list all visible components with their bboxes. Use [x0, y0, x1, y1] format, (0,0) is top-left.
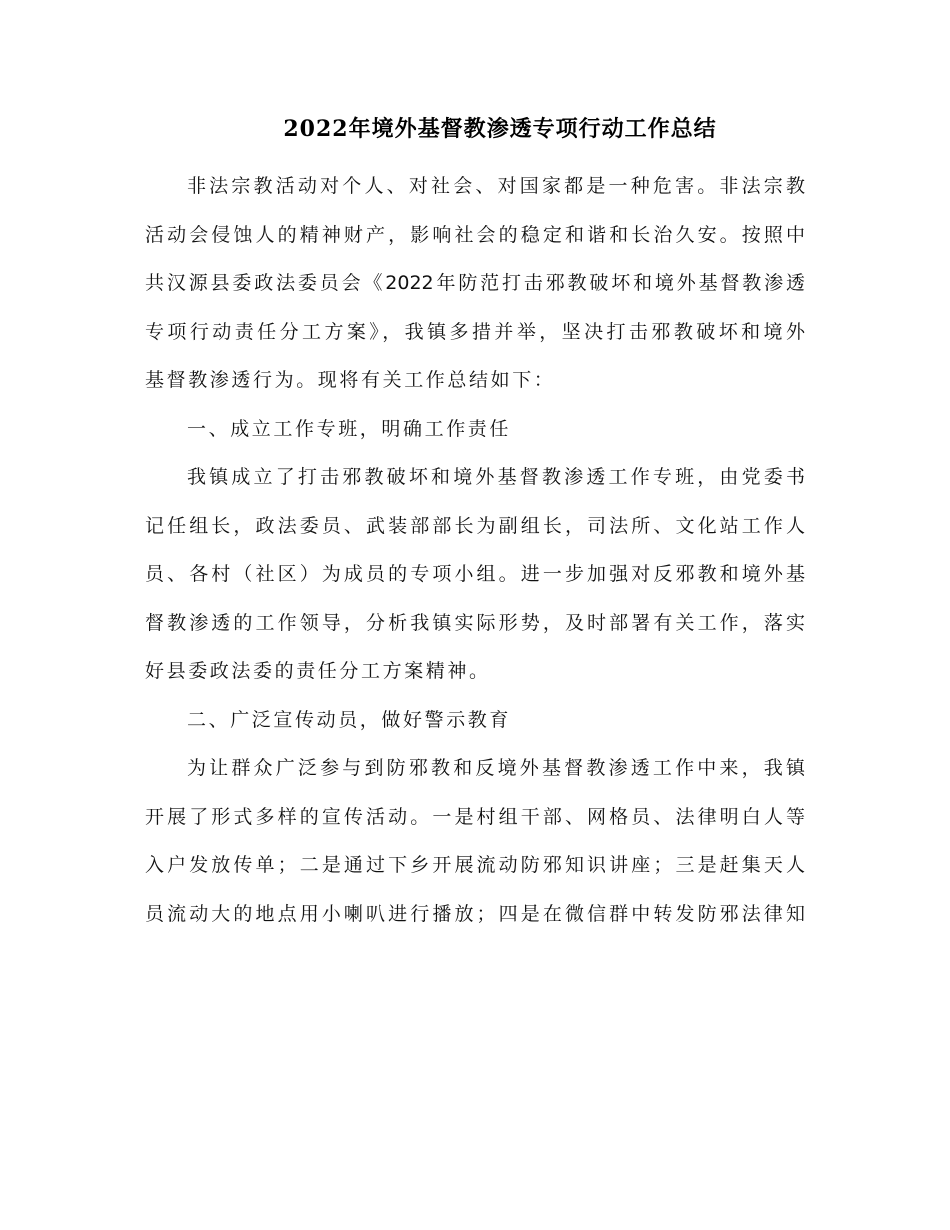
- text-line: 入户发放传单；二是通过下乡开展流动防邪知识讲座；三是赶集天人: [145, 854, 805, 876]
- text-line: 活动会侵蚀人的精神财产，影响社会的稳定和谐和长治久安。按照中: [145, 223, 805, 246]
- document-body: [145, 162, 805, 938]
- text-line: 好县委政法委的责任分工方案精神。: [145, 660, 491, 682]
- text-line: 员、各村（社区）为成员的专项小组。进一步加强对反邪教和境外基: [145, 563, 805, 585]
- paragraph-task-force: [145, 453, 805, 696]
- text-line: 基督教渗透行为。现将有关工作总结如下：: [145, 369, 556, 391]
- text-line: 非法宗教活动对个人、对社会、对国家都是一种危害。非法宗教: [187, 175, 805, 197]
- text-line: 我镇成立了打击邪教破坏和境外基督教渗透工作专班，由党委书: [187, 466, 805, 488]
- text-line: 为让群众广泛参与到防邪教和反境外基督教渗透工作中来，我镇: [187, 757, 805, 779]
- paragraph-publicity: [145, 744, 805, 938]
- paragraph-intro: [145, 162, 805, 405]
- text-line: 员流动大的地点用小喇叭进行播放；四是在微信群中转发防邪法律知: [145, 902, 805, 925]
- section-heading-2: 二、广泛宣传动员，做好警示教育: [187, 708, 512, 731]
- document-title: 2022年境外基督教渗透专项行动工作总结: [283, 116, 717, 142]
- section-heading-1: 一、成立工作专班，明确工作责任: [187, 417, 512, 440]
- text-line: 专项行动责任分工方案》，我镇多措并举，坚决打击邪教破坏和境外: [145, 320, 805, 343]
- text-line: 共汉源县委政法委员会《2022年防范打击邪教破坏和境外基督教渗透: [145, 272, 805, 294]
- text-line: 开展了形式多样的宣传活动。一是村组干部、网格员、法律明白人等: [145, 805, 805, 828]
- text-line: 督教渗透的工作领导，分析我镇实际形势，及时部署有关工作，落实: [145, 611, 805, 634]
- text-line: 记任组长，政法委员、武装部部长为副组长，司法所、文化站工作人: [145, 514, 805, 537]
